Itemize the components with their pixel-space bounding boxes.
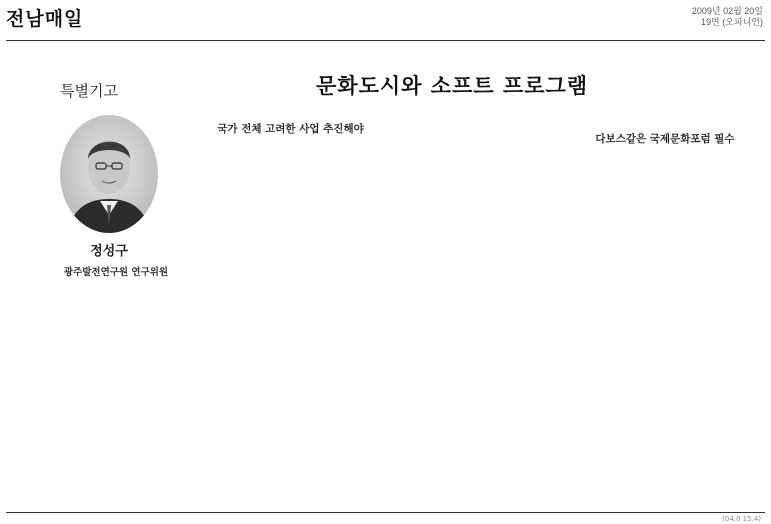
subhead-international-forum: 다보스같은 국제문화포럼 필수	[595, 133, 735, 145]
section-label: 특별기고	[60, 82, 118, 100]
article-column-4	[574, 122, 756, 507]
author-affiliation: 광주발전연구원 연구위원	[63, 267, 169, 278]
bottom-rule	[6, 512, 765, 513]
subhead-national-scope: 국가 전체 고려한 사업 추진해야	[217, 123, 364, 135]
masthead-rule	[6, 40, 765, 41]
publication-dateline	[692, 6, 763, 28]
author-name: 정성구	[90, 244, 128, 259]
article-column-2	[203, 122, 378, 507]
article-column-1	[20, 300, 196, 510]
author-portrait-icon	[60, 115, 158, 233]
publication-date: 2009년 02월 20일	[691, 6, 763, 16]
publication-page: 19면 (오피니언)	[701, 17, 763, 27]
footer-note: (04.0 15.4)	[722, 515, 761, 523]
article-column-3	[388, 122, 563, 507]
newspaper-masthead: 전남매일	[6, 8, 84, 30]
article-headline: 문화도시와 소프트 프로그램	[316, 73, 589, 98]
